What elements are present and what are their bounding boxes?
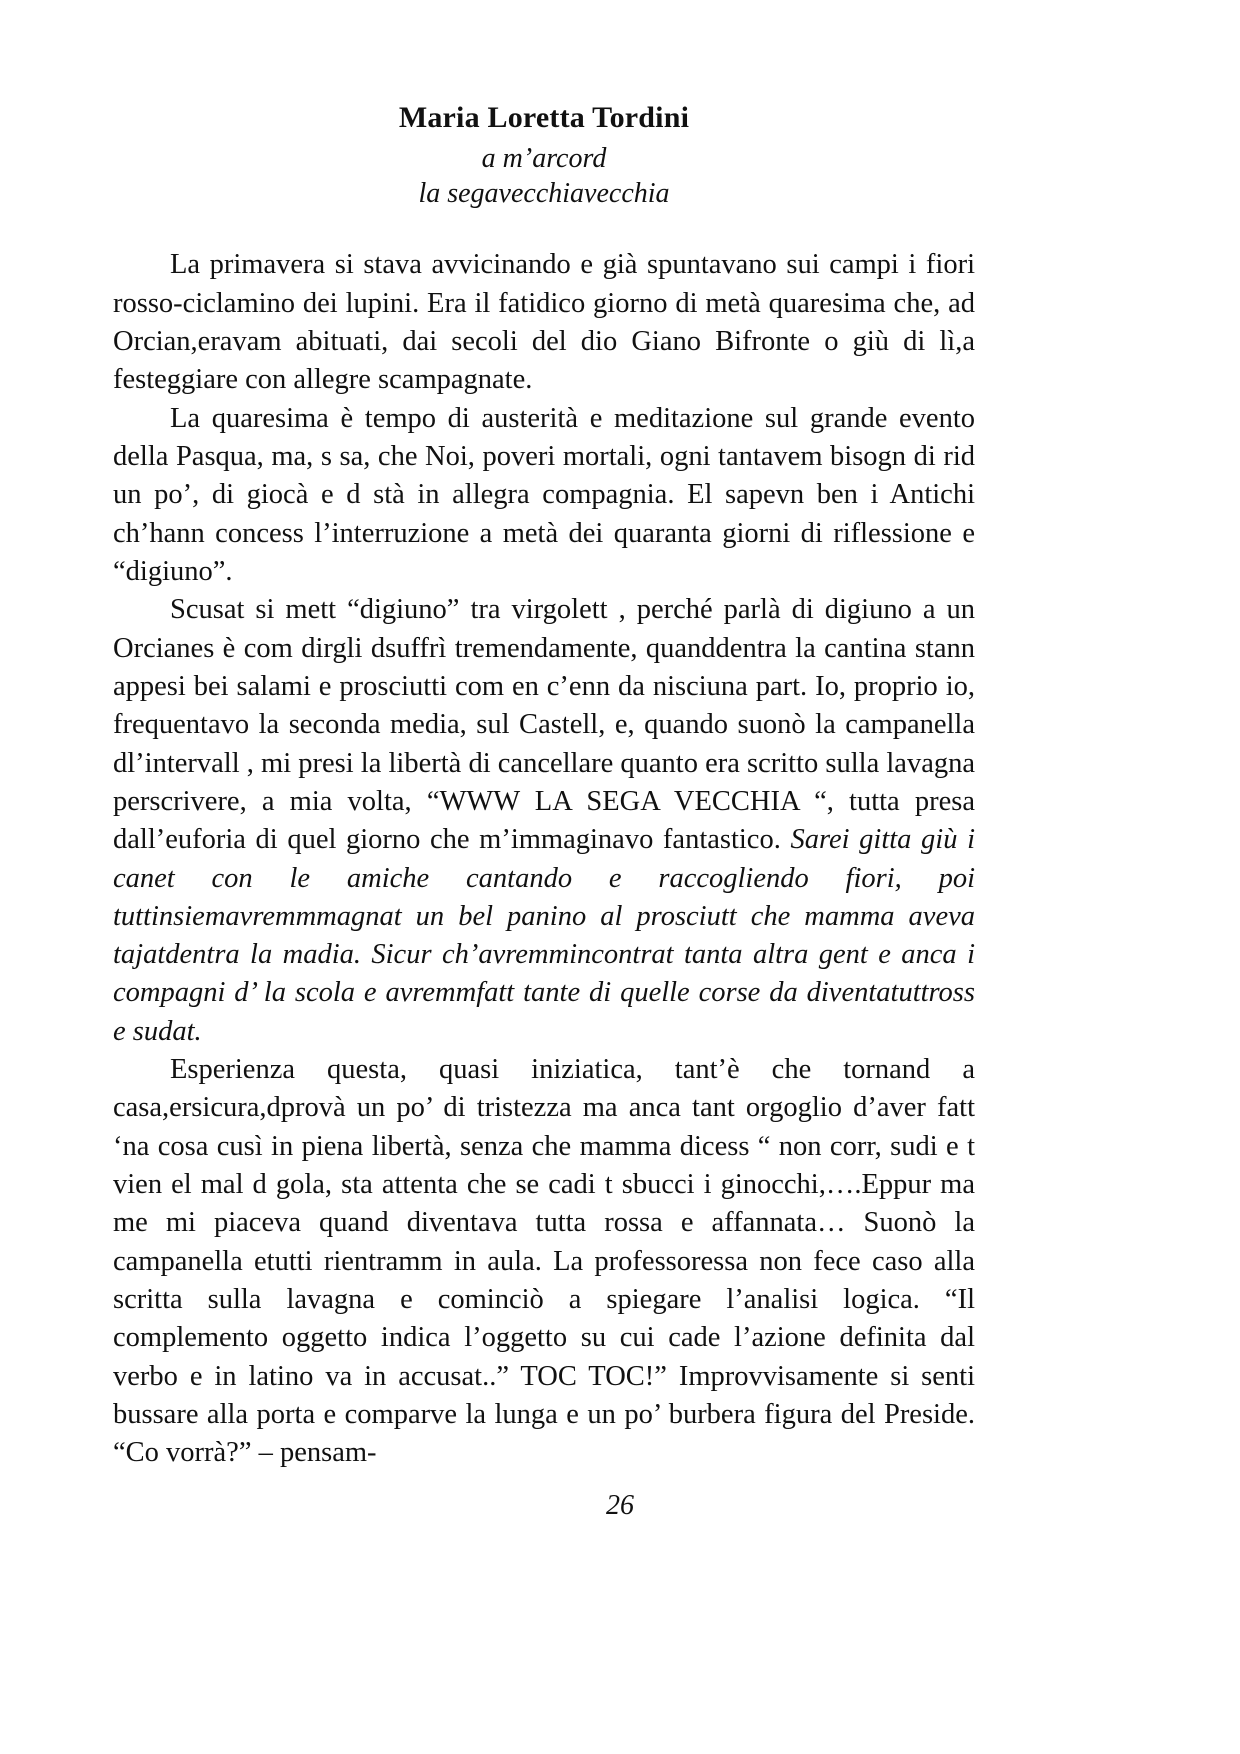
- paragraph-3-italic-text: Sarei gitta giù i canet con le amiche cantando e raccogliendo fiori, poi tuttinsiemavremmmagnat un bel panino al prosciutt che mamma aveva tajatdentra la madia. Sicur ch’avremmincontrat tanta altra gent e anca i compagni d’ la scola e avremmfatt tante di quelle corse da diventatuttross e sudat.: [113, 824, 975, 1047]
- page-content: [113, 100, 975, 1473]
- paragraph-1: La primavera si stava avvicinando e già spuntavano sui campi i fiori rosso-ciclamino dei lupini. Era il fatidico giorno di metà quaresima che, ad Orcian,eravam abituati, dai secoli del dio Giano Bifronte o giù di lì,a festeggiare con allegre scampagnate.: [113, 249, 975, 396]
- author-name: Maria Loretta Tordini: [398, 101, 690, 134]
- subtitle-line-2: la segavecchiavecchia: [418, 178, 670, 210]
- subtitle-line-1: a m’arcord: [481, 142, 607, 174]
- page-number: 26: [606, 1490, 634, 1521]
- title-block: [113, 100, 975, 212]
- paragraph-4: Esperienza questa, quasi iniziatica, tant’è che tornand a casa,ersicura,dprovà un po’ di tristezza ma anca tant orgoglio d’aver fatt ‘na cosa cusì in piena libertà, senza che mamma dicess “ non corr, sudi e t vien el mal d gola, sta attenta che se cadi t sbucci i ginocchi,….Eppur ma me mi piaceva quand diventava tutta rossa e affannata… Suonò la campanella etutti rientramm in aula. La professoressa non fece caso alla scritta sulla lavagna e cominciò a spiegare l’analisi logica. “Il complemento oggetto indica l’oggetto su cui cade l’azione definita dal verbo e in latino va in accusat..” TOC TOC!” Improvvisamente si senti bussare alla porta e comparve la lunga e un po’ burbera figura del Preside. “Co vorrà?” – pensam-: [113, 1054, 975, 1469]
- paragraph-3: [113, 591, 975, 1051]
- paragraph-3-roman-text: Scusat si mett “digiuno” tra virgolett , perché parlà di digiuno a un Orcianes è com dirgli dsuffrì tremendamente, quanddentra la cantina stann appesi bei salami e prosciutti com en c’enn da nisciuna part. Io, proprio io, frequentavo la seconda media, sul Castell, e, quando suonò la campanella dl’intervall , mi presi la libertà di cancellare quanto era scritto sulla lavagna perscrivere, a mia volta, “WWW LA SEGA VECCHIA “, tutta presa dall’euforia di quel giorno che m’immaginavo fantastico.: [113, 594, 975, 856]
- paragraph-2: La quaresima è tempo di austerità e meditazione sul grande evento della Pasqua, ma, s sa, che Noi, poveri mortali, ogni tantavem bisogn di rid un po’, di giocà e d stà in allegra compagnia. El sapevn ben i Antichi ch’hann concess l’interruzione a metà dei quaranta giorni di riflessione e “digiuno”.: [113, 402, 975, 587]
